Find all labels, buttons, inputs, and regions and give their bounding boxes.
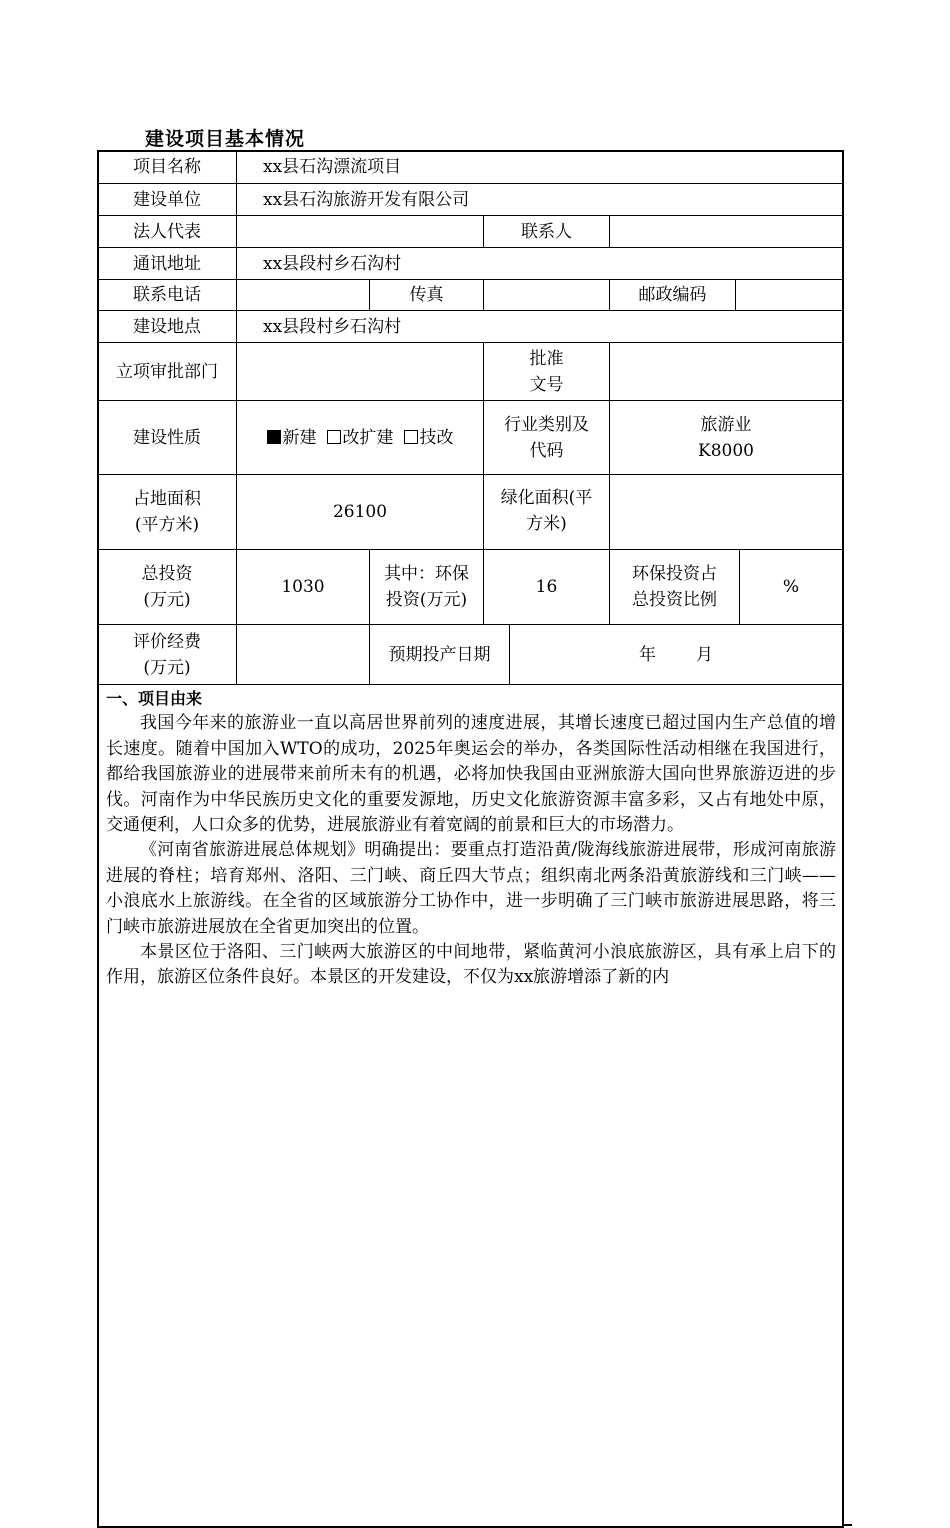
project-name-value: xx县石沟漂流项目 bbox=[236, 150, 842, 183]
unchecked-box-icon bbox=[404, 430, 418, 444]
fee-label-line2: (万元) bbox=[143, 657, 191, 678]
total-investment-label-line1: 总投资 bbox=[141, 564, 193, 584]
paragraph: 本景区位于洛阳、三门峡两大旅游区的中间地带，紧临黄河小浪底旅游区，具有承上启下的作用，旅游区位条件良好。本景区的开发建设，不仅为xx旅游增添了新的内 bbox=[106, 942, 836, 988]
area-value: 26100 bbox=[236, 474, 483, 549]
nature-options bbox=[236, 400, 483, 474]
production-date-value bbox=[509, 624, 842, 684]
industry-value bbox=[609, 400, 842, 474]
builder-label: 建设单位 bbox=[97, 183, 236, 215]
address-label: 通讯地址 bbox=[97, 247, 236, 279]
phone-value bbox=[236, 279, 369, 310]
industry-label-line1: 行业类别及 bbox=[504, 414, 589, 435]
option-new-label: 新建 bbox=[282, 427, 317, 448]
approval-dept-value bbox=[236, 342, 483, 400]
postcode-value bbox=[735, 279, 842, 310]
green-area-value bbox=[609, 474, 842, 549]
corner-tick bbox=[844, 1524, 852, 1526]
date-month-label: 月 bbox=[696, 644, 713, 665]
env-ratio-label-line1: 环保投资占 bbox=[632, 564, 717, 584]
total-investment-value: 1030 bbox=[236, 549, 369, 624]
green-area-label-line1: 绿化面积(平 bbox=[500, 488, 593, 508]
table-divider bbox=[97, 684, 844, 685]
option-expand bbox=[327, 425, 394, 451]
postcode-label: 邮政编码 bbox=[609, 279, 735, 310]
date-year-label: 年 bbox=[639, 644, 656, 665]
industry-value-line1: 旅游业 bbox=[700, 414, 752, 435]
fax-value bbox=[483, 279, 609, 310]
project-background-section bbox=[106, 686, 836, 991]
nature-label: 建设性质 bbox=[97, 400, 236, 474]
legal-rep-label: 法人代表 bbox=[97, 215, 236, 247]
industry-label bbox=[483, 400, 609, 474]
site-value: xx县段村乡石沟村 bbox=[236, 310, 842, 342]
approval-docno-label-line2: 文号 bbox=[529, 374, 564, 395]
contact-value bbox=[609, 215, 842, 247]
approval-docno-value bbox=[609, 342, 842, 400]
env-investment-label-line1: 其中：环保 bbox=[384, 564, 469, 584]
total-investment-label-line2: (万元) bbox=[143, 590, 191, 610]
paragraph: 我国今年来的旅游业一直以高居世界前列的速度进展，其增长速度已超过国内生产总值的增长速度。随着中国加入WTO的成功，2025年奥运会的举办，各类国际性活动相继在我国进行，都给我国旅游业的进展带来前所未有的机遇，必将加快我国由亚洲旅游大国向世界旅游迈进的步伐。河南作为中华民族历史文化的重要发源地，历史文化旅游资源丰富多彩，又占有地处中原，交通便利，人口众多的优势，进展旅游业有着宽阔的前景和巨大的市场潜力。 bbox=[106, 713, 836, 836]
industry-value-line2: K8000 bbox=[698, 440, 754, 461]
legal-rep-value bbox=[236, 215, 483, 247]
area-label-line2: (平方米) bbox=[134, 515, 200, 535]
approval-docno-label-line1: 批准 bbox=[529, 348, 564, 369]
phone-label: 联系电话 bbox=[97, 279, 236, 310]
env-ratio-label bbox=[609, 549, 739, 624]
industry-label-line2: 代码 bbox=[529, 440, 564, 461]
fee-label bbox=[97, 624, 236, 684]
section-heading: 一、项目由来 bbox=[106, 689, 203, 708]
env-investment-label bbox=[369, 549, 483, 624]
contact-label: 联系人 bbox=[483, 215, 609, 247]
approval-dept-label: 立项审批部门 bbox=[97, 342, 236, 400]
option-tech-label: 技改 bbox=[419, 427, 454, 448]
option-tech bbox=[404, 425, 454, 451]
area-label bbox=[97, 474, 236, 549]
production-date-label: 预期投产日期 bbox=[369, 624, 509, 684]
project-name-label: 项目名称 bbox=[97, 150, 236, 183]
site-label: 建设地点 bbox=[97, 310, 236, 342]
table-right-border bbox=[842, 150, 844, 1528]
total-investment-label bbox=[97, 549, 236, 624]
checked-box-icon bbox=[267, 430, 281, 444]
option-new bbox=[267, 425, 317, 451]
green-area-label-line2: 方米) bbox=[526, 514, 567, 534]
green-area-label bbox=[483, 474, 609, 549]
fee-value bbox=[236, 624, 369, 684]
approval-docno-label bbox=[483, 342, 609, 400]
area-label-line1: 占地面积 bbox=[133, 489, 201, 509]
address-value: xx县段村乡石沟村 bbox=[236, 247, 842, 279]
builder-value: xx县石沟旅游开发有限公司 bbox=[236, 183, 842, 215]
document-title: 建设项目基本情况 bbox=[145, 128, 306, 150]
fax-label: 传真 bbox=[369, 279, 483, 310]
env-investment-label-line2: 投资(万元) bbox=[385, 590, 468, 610]
env-ratio-value: % bbox=[739, 549, 842, 624]
env-investment-value: 16 bbox=[483, 549, 609, 624]
fee-label-line1: 评价经费 bbox=[133, 631, 201, 652]
unchecked-box-icon bbox=[327, 430, 341, 444]
option-expand-label: 改扩建 bbox=[342, 427, 394, 448]
paragraph: 《河南省旅游进展总体规划》明确提出：要重点打造沿黄/陇海线旅游进展带，形成河南旅游进展的脊柱；培育郑州、洛阳、三门峡、商丘四大节点；组织南北两条沿黄旅游线和三门峡——小浪底水上旅游线。在全省的区域旅游分工协作中，进一步明确了三门峡市旅游进展思路，将三门峡市旅游进展放在全省更加突出的位置。 bbox=[106, 840, 836, 937]
env-ratio-label-line2: 总投资比例 bbox=[632, 590, 717, 610]
